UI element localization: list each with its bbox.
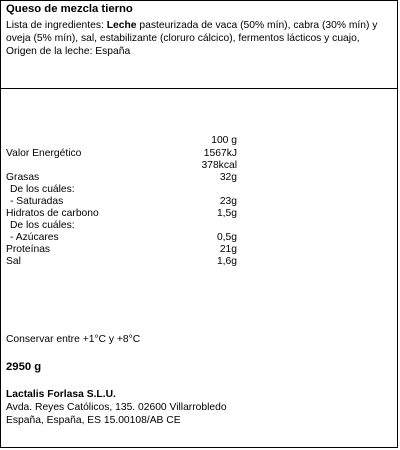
company-name: Lactalis Forlasa S.L.U. xyxy=(6,389,116,400)
nutrition-label-salt: Sal xyxy=(6,256,21,267)
storage-instructions: Conservar entre +1°C y +8°C xyxy=(6,334,141,345)
nutrition-label-sugars: - Azúcares xyxy=(10,232,59,243)
ingredients-label: Lista de ingredientes: xyxy=(6,20,107,31)
nutrition-value-energy-kcal: 378kcal xyxy=(201,160,237,171)
origin-text: Origen de la leche: España xyxy=(6,46,131,57)
nutrition-label-fat: Grasas xyxy=(6,172,40,183)
company-location: España, España, ES 15.00108/AB CE xyxy=(6,415,181,426)
ingredients-line-2: oveja (5% mín), sal, estabilizante (cloruro cálcico), fermentos lácticos y cuajo, xyxy=(6,33,360,44)
company-address: Avda. Reyes Católicos, 135. 02600 Villarrobledo xyxy=(6,402,227,413)
nutrition-label-of-which-1: De los cuáles: xyxy=(10,184,75,195)
nutrition-value-sugars: 0,5g xyxy=(216,232,237,243)
nutrition-value-energy-kj: 1567kJ xyxy=(203,148,237,159)
ingredients-bold-word: Leche xyxy=(106,20,137,31)
product-name: Queso de mezcla tierno xyxy=(6,3,133,15)
nutrition-value-fat: 32g xyxy=(219,172,237,183)
nutrition-label-protein: Proteínas xyxy=(6,244,51,255)
nutrition-value-carbs: 1,5g xyxy=(216,208,237,219)
nutrition-label-of-which-2: De los cuáles: xyxy=(10,220,75,231)
nutrition-per-amount: 100 g xyxy=(211,135,237,146)
nutrition-value-saturated: 23g xyxy=(219,196,237,207)
ingredients-line-1 xyxy=(6,20,377,32)
nutrition-label-carbs: Hidratos de carbono xyxy=(6,208,99,219)
net-weight: 2950 g xyxy=(6,361,42,373)
ingredients-line-1-rest: pasteurizada de vaca (50% mín), cabra (30% mín) y xyxy=(136,20,378,31)
nutrition-label-energy: Valor Energético xyxy=(6,148,82,159)
nutrition-value-protein: 21g xyxy=(219,244,237,255)
nutrition-value-salt: 1,6g xyxy=(216,256,237,267)
nutrition-label-saturated: - Saturadas xyxy=(10,196,64,207)
